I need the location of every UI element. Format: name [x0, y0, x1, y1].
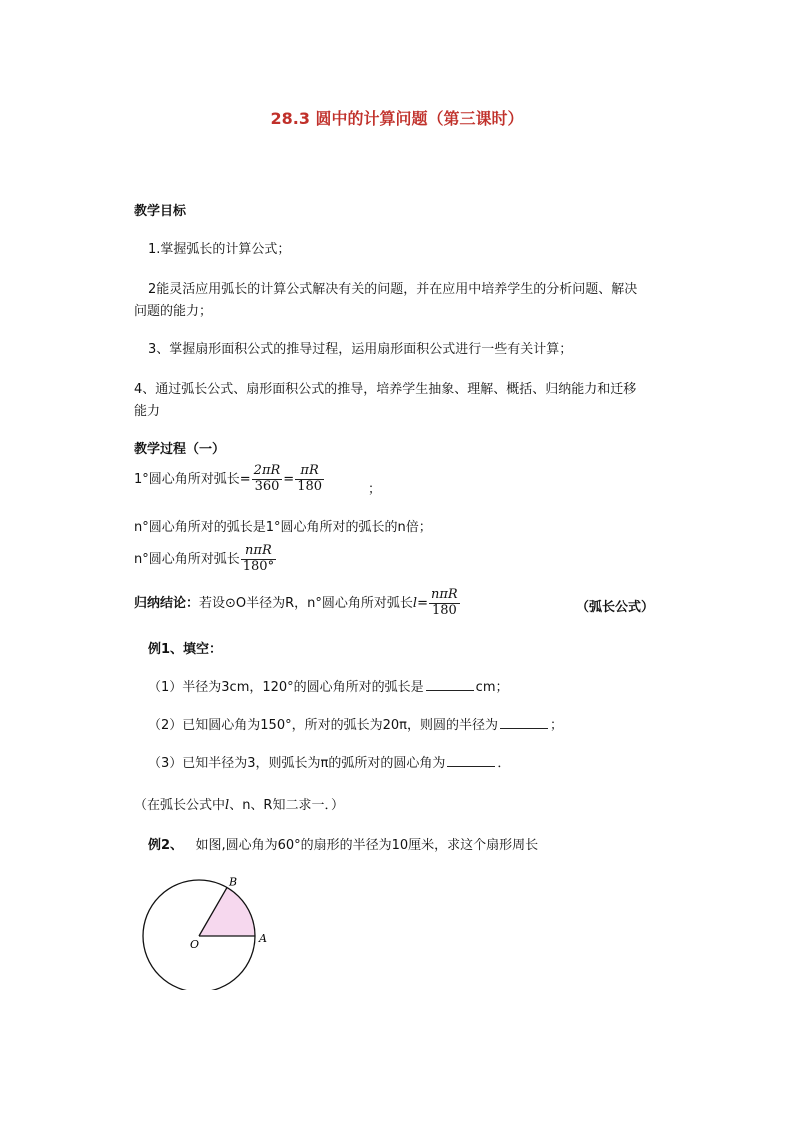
- objective-2-cont: 问题的能力；: [134, 304, 213, 319]
- line1-suffix: ；: [368, 482, 382, 497]
- objective-1: 1.掌握弧长的计算公式；: [148, 242, 291, 257]
- arc-length-1deg: 1°圆心角所对弧长= $\frac{2\pi R}{360}$ = $\frac{\pi R}{180}$: [134, 463, 323, 494]
- fraction-arc-formula: $\frac{\text{nπR}}{180}$: [431, 587, 458, 618]
- objective-4: 4、通过弧长公式、扇形面积公式的推导，培养学生抽象、理解、概括、归纳能力和迁移: [134, 382, 637, 397]
- page-title: 28.3 圆中的计算问题（第三课时）: [270, 109, 524, 128]
- example1-note: （在弧长公式中l、n、R知二求一．）: [134, 798, 344, 813]
- label-a: A: [259, 932, 267, 945]
- sector-figure: [140, 870, 280, 990]
- objective-2: 2能灵活应用弧长的计算公式解决有关的问题，并在应用中培养学生的分析问题、解决: [148, 282, 638, 297]
- process-heading: 教学过程（一）: [134, 442, 226, 457]
- example2-label: 例2、: [148, 838, 184, 853]
- example2: 例2、 如图,圆心角为60°的扇形的半径为10厘米，求这个扇形周长: [148, 838, 539, 853]
- line1-prefix: 1°圆心角所对弧长=: [134, 471, 251, 487]
- answer-blank-3: [447, 754, 495, 767]
- conclusion: 归纳结论：若设⊙O半径为R，n°圆心角所对弧长l= $\frac{\text{nπR}}{180}$: [134, 587, 458, 618]
- example1-q1: （1）半径为3cm，120°的圆心角所对的弧长是 cm；: [148, 680, 509, 695]
- arc-length-n-deg: n°圆心角所对弧长 $\frac{\text{nπR}}{180^\circ}$: [134, 543, 275, 574]
- sector-shaded: [199, 888, 255, 936]
- arc-length-n-times: n°圆心角所对的弧长是1°圆心角所对的弧长的n倍；: [134, 520, 432, 535]
- fraction-2piR-360: $\frac{2\pi R}{360}$: [253, 463, 281, 494]
- label-b: B: [229, 875, 238, 889]
- fraction-npiR-180deg: $\frac{\text{nπR}}{180^\circ}$: [242, 543, 275, 574]
- answer-blank-2: [500, 716, 548, 729]
- answer-blank-1: [426, 678, 474, 691]
- objectives-heading: 教学目标: [134, 204, 187, 219]
- objective-4-cont: 能力: [134, 404, 161, 419]
- conclusion-label: 归纳结论：: [134, 595, 200, 611]
- example1-q3: （3）已知半径为3，则弧长为π的弧所对的圆心角为 ．: [148, 756, 511, 771]
- label-o: O: [190, 938, 200, 951]
- formula-tag: （弧长公式）: [576, 600, 655, 615]
- objective-3: 3、掌握扇形面积公式的推导过程，运用扇形面积公式进行一些有关计算；: [148, 342, 573, 357]
- fraction-piR-180: $\frac{\pi R}{180}$: [297, 463, 323, 494]
- example1-heading: 例1、填空：: [148, 642, 223, 657]
- example1-q2: （2）已知圆心角为150°，所对的弧长为20π，则圆的半径为 ；: [148, 718, 563, 733]
